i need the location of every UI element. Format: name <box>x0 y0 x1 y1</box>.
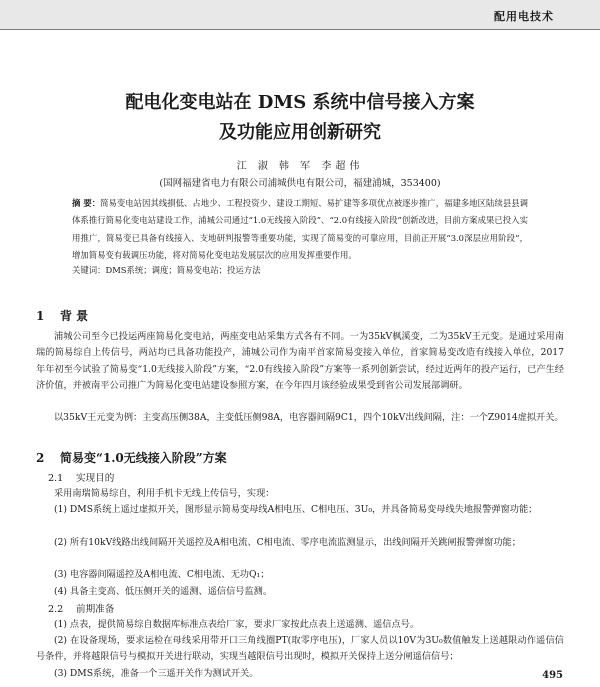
title-line-2: 及功能应用创新研究 <box>219 122 381 143</box>
journal-section-tag: 配用电技术 <box>494 10 554 23</box>
section-1-paragraph-1: 浦城公司至今已投运两座简易化变电站，两座变电站采集方式各有不同。一为35kV枫溪变，二为35kV王元变。是通过采用南瑞的简易综自上传信号，两站均已具备功能投产，浦城公司作为南平首家简易变接入单位，首家简易变改造有线接入单位，2017年年初至今试验了简易变“1.0无线接入阶段”方案，“2.0有线接入阶段”方案等一系列创新尝试，经过近两年的投产运行，已产生经济价值，并被南平公司推广为简易化变电站建设参照方案，在今年四月该经验成果受到省公司发展部调研。 <box>36 331 564 391</box>
keywords <box>72 264 528 276</box>
page-number: 495 <box>542 670 563 681</box>
keywords-text: 关键词：DMS系统；调度；简易变电站；投运方法 <box>72 265 261 275</box>
page-header-bar <box>0 0 600 30</box>
title-line-1: 配电化变电站在 DMS 系统中信号接入方案 <box>125 92 475 113</box>
abstract <box>72 195 528 264</box>
abstract-text: 简易变电站因其线損低、占地少、工程投资少、建设工期短、易扩建等多项优点被逐步推广，福建多地区陆续县县调体系推行简易化变电站建设工作，浦城公司通过“1.0无线接入阶段”、“2.0有线接入阶段”创新改进，目前方案成果已投入实用推广，简易变已具备有线接入、支地研判报警等重要功能，实现了简易变的可靠应用，目前正开展“3.0深层应用阶段”，增加简易变有载调压功能，将对简易化变电站发展层次的应用发挥重要作用。 <box>72 198 528 260</box>
subsection-2-1-title: 实现目的 <box>76 473 115 484</box>
subsection-2-1-number: 2.1 <box>48 473 64 484</box>
section-1-title: 背 景 <box>60 309 89 323</box>
section-2-title: 简易变“1.0无线接入阶段”方案 <box>60 451 227 465</box>
list-item: (4) 具备主变高、低压侧开关的遥测、遥信信号监测。 <box>54 586 273 597</box>
list-item: (1) 点表，提供简易综自数据库标准点表给厂家，要求厂家按此点表上送遥测、遥信点号。 <box>54 619 420 630</box>
section-1-heading <box>36 307 88 324</box>
subsection-2-1-intro: 采用南瑞简易综自，利用手机卡无线上传信号，实现： <box>54 488 275 499</box>
subsection-2-2-heading <box>48 601 114 615</box>
section-1-paragraph-2: 以35kV王元变为例：主变高压侧38A，主变低压侧98A，电容器间隔9C1，四个10kV出线间隔，注：一个Z9014虚拟开关。 <box>54 412 564 423</box>
list-item: (2) 在设备现场，要求运检在母线采用带开口三角线圈PT(取零序电压)，厂家人员以10V为3U₀数值触发上送越限动作遥信信号条件，并将越限信号与模拟开关进行联动，实现当越限信号出现时，模拟开关保持上送分闸遥信信号； <box>36 635 564 663</box>
list-item: (1) DMS系统上遥过虚拟开关，图形显示简易变母线A相电压、C相电压、3U₀，并具备简易变母线失地报警弹窗功能； <box>54 504 538 515</box>
subsection-2-2-title: 前期准备 <box>76 604 115 615</box>
author-list: 江 淑 韩 军 李超伟 <box>236 161 364 172</box>
affiliation: (国网福建省电力有限公司浦城供电有限公司，福建浦城，353400) <box>159 178 441 189</box>
list-item: (3) 电容器间隔遥控及A相电流、C相电流、无功Q₁； <box>54 569 270 580</box>
subsection-2-2-number: 2.2 <box>48 604 64 615</box>
header-rule <box>0 29 600 30</box>
subsection-2-1-heading <box>48 470 114 484</box>
section-2-heading <box>36 449 227 466</box>
section-2-number: 2 <box>36 451 45 465</box>
article-title <box>30 88 570 148</box>
list-item: (2) 所有10kV线路出线间隔开关遥控及A相电流、C相电流、零序电流监测显示，出线间隔开关跳闸报警弹窗功能； <box>54 537 521 548</box>
section-1-number: 1 <box>36 309 45 323</box>
abstract-label: 摘 要： <box>72 198 101 208</box>
list-item: (3) DMS系统，准备一个三遥开关作为测试开关。 <box>54 668 259 679</box>
